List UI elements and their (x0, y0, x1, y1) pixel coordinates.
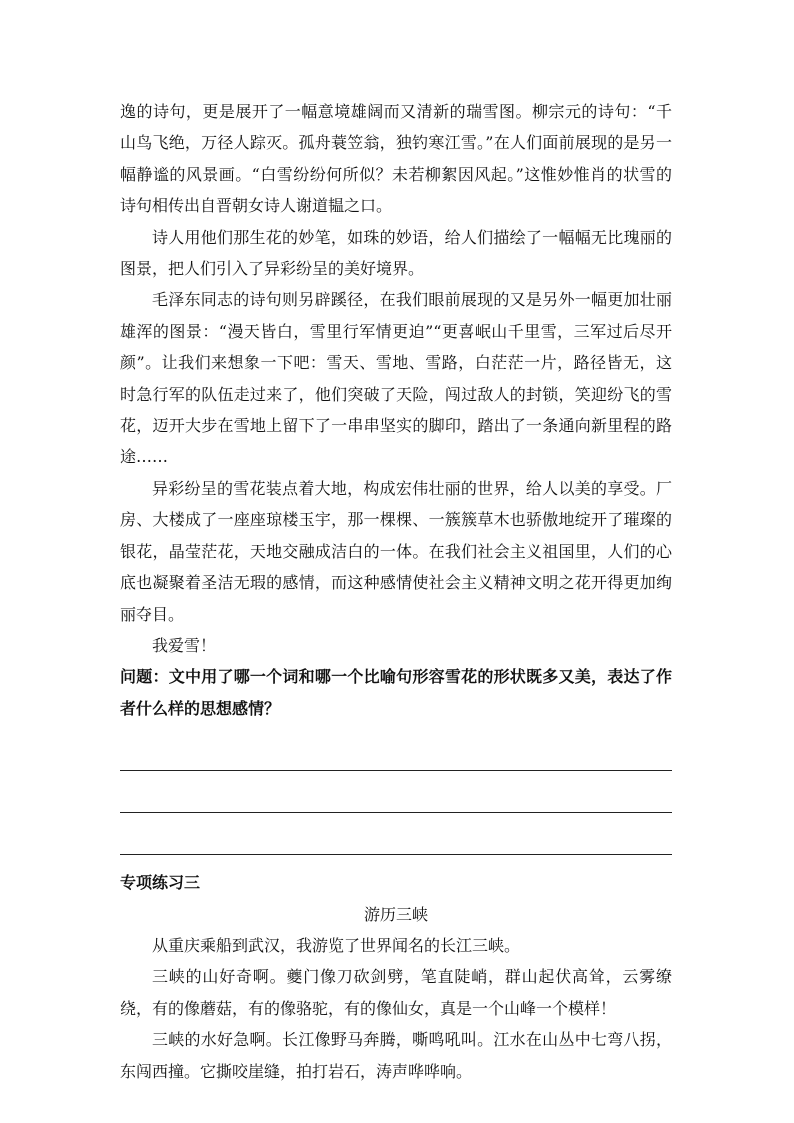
passage-paragraph: 逸的诗句，更是展开了一幅意境雄阔而又清新的瑞雪图。柳宗元的诗句：“千山鸟飞绝，万径人踪灭。孤舟蓑笠翁，独钓寒江雪。”在人们面前展现的是另一幅静谧的风景画。“白雪纷纷何所似？未若柳絮因风起。”这惟妙惟肖的状雪的诗句相传出自晋朝女诗人谢道韫之口。 (120, 102, 672, 216)
answer-line[interactable] (120, 729, 672, 771)
answer-line[interactable] (120, 771, 672, 813)
passage-paragraph: 三峡的山好奇啊。夔门像刀砍剑劈，笔直陡峭，群山起伏高耸，云雾缭绕，有的像蘑菇，有的像骆驼，有的像仙女，真是一个山峰一个模样！ (120, 967, 672, 1018)
passage-paragraph: 毛泽东同志的诗句则另辟蹊径，在我们眼前展现的又是另外一幅更加壮丽雄浑的图景：“漫天皆白，雪里行军情更迫”“更喜岷山千里雪，三军过后尽开颜”。让我们来想象一下吧：雪天、雪地、雪路，白茫茫一片，路径皆无，这时急行军的队伍走过来了，他们突破了天险，闯过敌人的封锁，笑迎纷飞的雪花，迈开大步在雪地上留下了一串串坚实的脚印，踏出了一条通向新里程的路途…… (120, 290, 672, 467)
question-text: 问题：文中用了哪一个词和哪一个比喻句形容雪花的形状既多又美，表达了作者什么样的思想感情？ (120, 667, 672, 718)
passage-paragraph: 异彩纷呈的雪花装点着大地，构成宏伟壮丽的世界，给人以美的享受。厂房、大楼成了一座座琼楼玉宇，那一棵棵、一簇簇草木也骄傲地绽开了璀璨的银花，晶莹茫花，天地交融成洁白的一体。在我们社会主义祖国里，人们的心底也凝聚着圣洁无瑕的感情，而这种感情使社会主义精神文明之花开得更加绚丽夺目。 (120, 478, 672, 624)
page-content (120, 96, 672, 1087)
answer-line[interactable] (120, 813, 672, 855)
passage-paragraph: 我爱雪！ (152, 635, 217, 655)
passage-paragraph: 从重庆乘船到武汉，我游览了世界闻名的长江三峡。 (152, 935, 521, 955)
passage-paragraph: 三峡的水好急啊。长江像野马奔腾，嘶鸣吼叫。江水在山丛中七弯八拐，东闯西撞。它撕咬崖缝，拍打岩石，涛声哗哗响。 (120, 1030, 672, 1081)
passage-title: 游历三峡 (363, 904, 428, 924)
passage-paragraph: 诗人用他们那生花的妙笔，如珠的妙语，给人们描绘了一幅幅无比瑰丽的图景，把人们引入了异彩纷呈的美好境界。 (120, 227, 672, 279)
section-label: 专项练习三 (120, 873, 201, 893)
answer-lines (120, 729, 672, 855)
